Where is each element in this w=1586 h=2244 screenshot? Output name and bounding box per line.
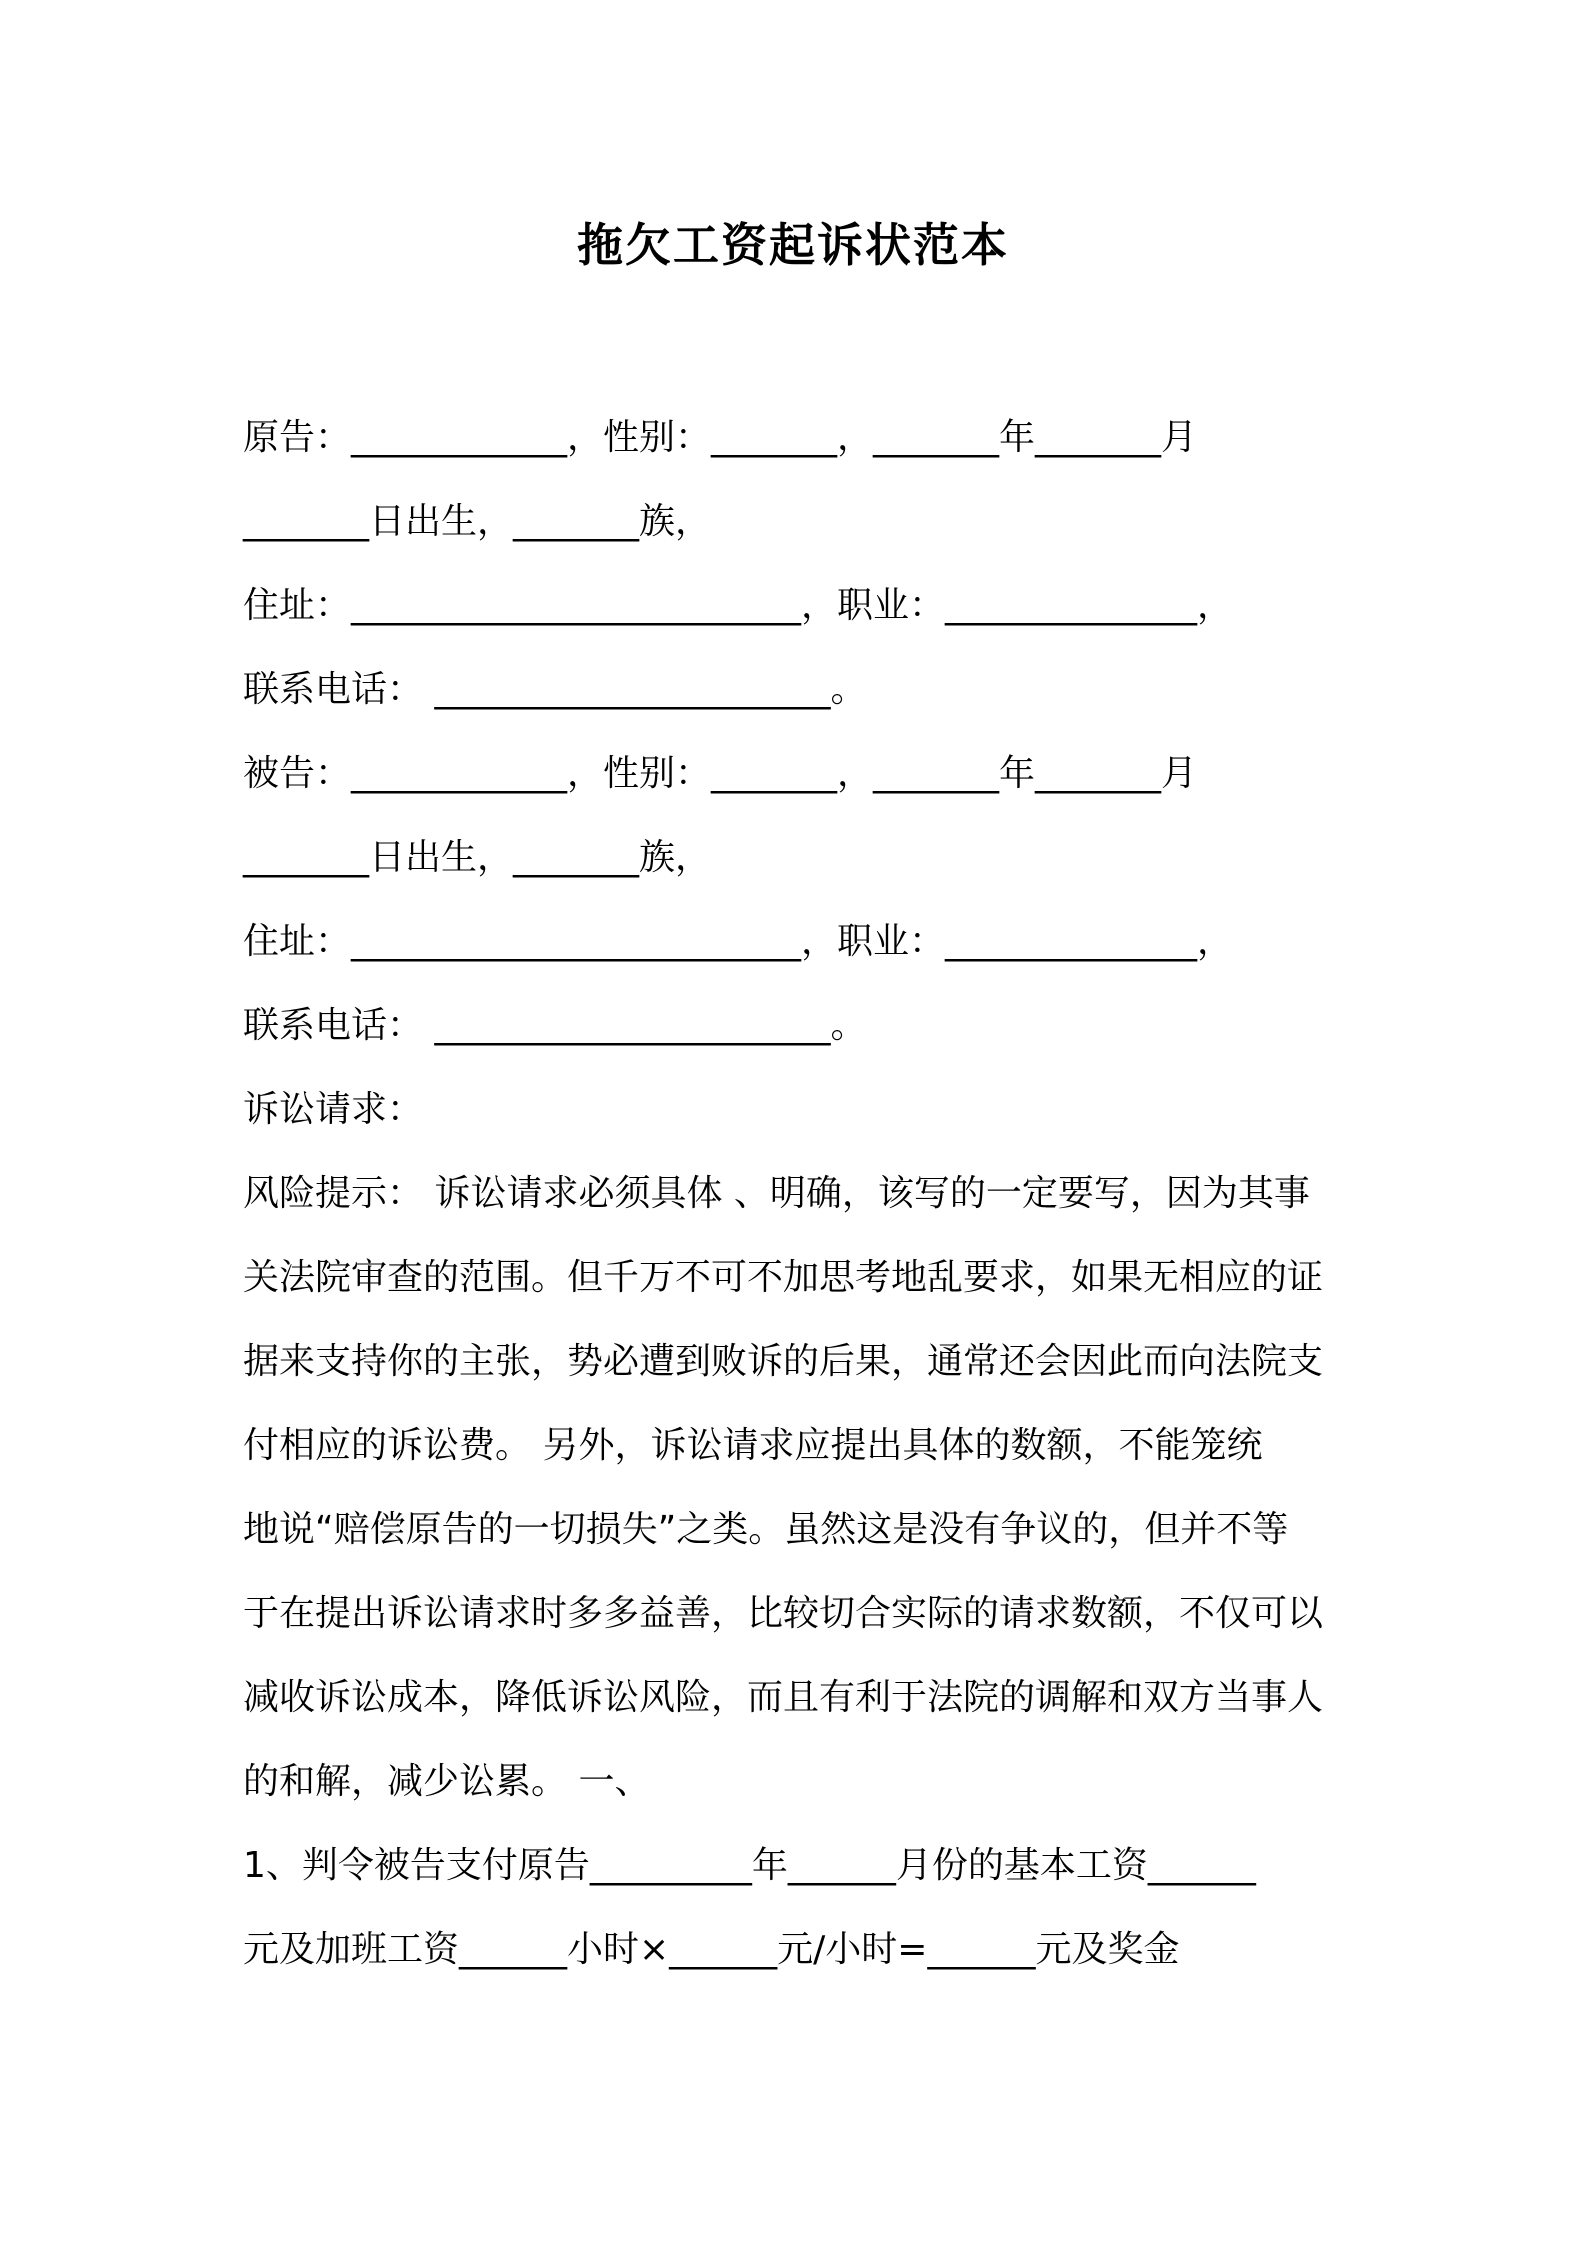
defendant-phone-line: 联系电话： ______________________。 xyxy=(243,1005,867,1046)
defendant-address-line: 住址：_________________________，职业：______________， xyxy=(243,921,1234,962)
risk-note-line: 关法院审查的范围。但千万不可不加思考地乱要求，如果无相应的证 xyxy=(243,1257,1324,1298)
claim-item-line: 元及加班工资______小时×______元/小时=______元及奖金 xyxy=(243,1929,1180,1970)
plaintiff-address-line: 住址：_________________________，职业：______________， xyxy=(243,585,1234,626)
plaintiff-birth-line: _______日出生，_______族， xyxy=(243,501,712,542)
risk-note-line: 于在提出诉讼请求时多多益善，比较切合实际的请求数额，不仅可以 xyxy=(243,1593,1324,1634)
document-title: 拖欠工资起诉状范本 xyxy=(577,218,1009,272)
claim-item-line: 1、判令被告支付原告_________年______月份的基本工资______ xyxy=(243,1845,1256,1886)
claims-heading: 诉讼请求： xyxy=(243,1089,424,1130)
plaintiff-name-line: 原告：____________，性别：_______，_______年_______月 xyxy=(243,417,1198,458)
defendant-name-line: 被告：____________，性别：_______，_______年_______月 xyxy=(243,753,1198,794)
risk-note-line: 付相应的诉讼费。 另外，诉讼请求应提出具体的数额，不能笼统 xyxy=(243,1425,1263,1466)
risk-note-line: 地说“赔偿原告的一切损失”之类。虽然这是没有争议的，但并不等 xyxy=(243,1509,1289,1550)
defendant-birth-line: _______日出生，_______族， xyxy=(243,837,712,878)
risk-note-line: 减收诉讼成本，降低诉讼风险，而且有利于法院的调解和双方当事人 xyxy=(243,1677,1324,1718)
risk-note-line: 的和解，减少讼累。 一、 xyxy=(243,1761,651,1802)
risk-note-line: 风险提示： 诉讼请求必须具体 、明确，该写的一定要写，因为其事 xyxy=(243,1173,1310,1214)
plaintiff-phone-line: 联系电话： ______________________。 xyxy=(243,669,867,710)
risk-note-line: 据来支持你的主张，势必遭到败诉的后果，通常还会因此而向法院支 xyxy=(243,1341,1324,1382)
